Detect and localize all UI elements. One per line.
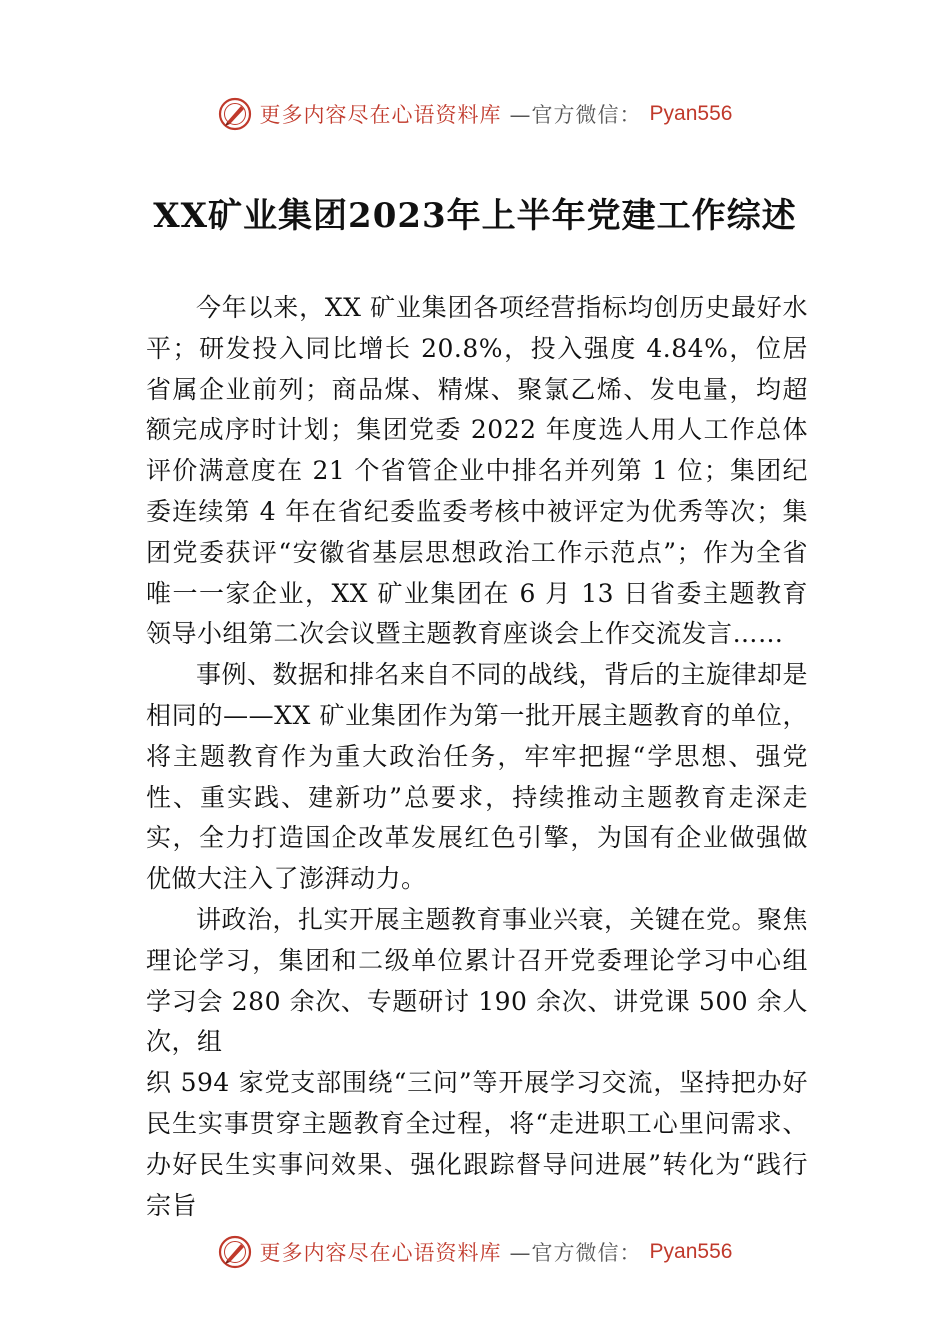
banner-wechat-id: Pyan556 xyxy=(649,1240,733,1263)
banner-brand-text: 更多内容尽在心语资料库 xyxy=(259,103,502,127)
header-banner xyxy=(0,94,950,134)
banner-official-text: —官方微信： xyxy=(509,1241,642,1265)
banner-official-text: —官方微信： xyxy=(509,103,642,127)
document-title: XX矿业集团2023年上半年党建工作综述 xyxy=(153,196,797,236)
paragraph-politics: 讲政治，扎实开展主题教育事业兴衰，关键在党。聚焦理论学习，集团和二级单位累计召开党委理论学习中心组学习会 280 余次、专题研讨 190 余次、讲党课 500 余人次，组 xyxy=(146,904,809,1057)
paragraph-intro: 今年以来，XX 矿业集团各项经营指标均创历史最好水平；研发投入同比增长 20.8%，投入强度 4.84%，位居省属企业前列；商品煤、精煤、聚氯乙烯、发电量，均超额完成序时计划；集团党委 2022 年度选人用人工作总体评价满意度在 21 个省管企业中排名并列第 1 位；集团纪委连续第 4 年在省纪委监委考核中被评定为优秀等次；集团党委获评“安徽省基层思想政治工作示范点”；作为全省唯一一家企业，XX 矿业集团在 6 月 13 日省委主题教育领导小组第二次会议暨主题教育座谈会上作交流发言…… xyxy=(146,293,808,649)
paragraph-continuation: 织 594 家党支部围绕“三问”等开展学习交流，坚持把办好民生实事贯穿主题教育全过程，将“走进职工心里问需求、办好民生实事问效果、强化跟踪督导问进展”转化为“践行宗旨 xyxy=(146,1068,808,1220)
banner-brand-text: 更多内容尽在心语资料库 xyxy=(259,1241,502,1265)
banner-wechat-id: Pyan556 xyxy=(649,102,733,125)
paragraph-summary: 事例、数据和排名来自不同的战线，背后的主旋律却是相同的——XX 矿业集团作为第一批开展主题教育的单位，将主题教育作为重大政治任务，牢牢把握“学思想、强党性、重实践、建新功”总要求，持续推动主题教育走深走实，全力打造国企改革发展红色引擎，为国有企业做强做优做大注入了澎湃动力。 xyxy=(146,660,809,894)
quill-seal-icon xyxy=(218,97,252,131)
quill-seal-icon xyxy=(218,1235,252,1269)
document-body xyxy=(146,288,808,1226)
footer-banner xyxy=(0,1232,950,1272)
